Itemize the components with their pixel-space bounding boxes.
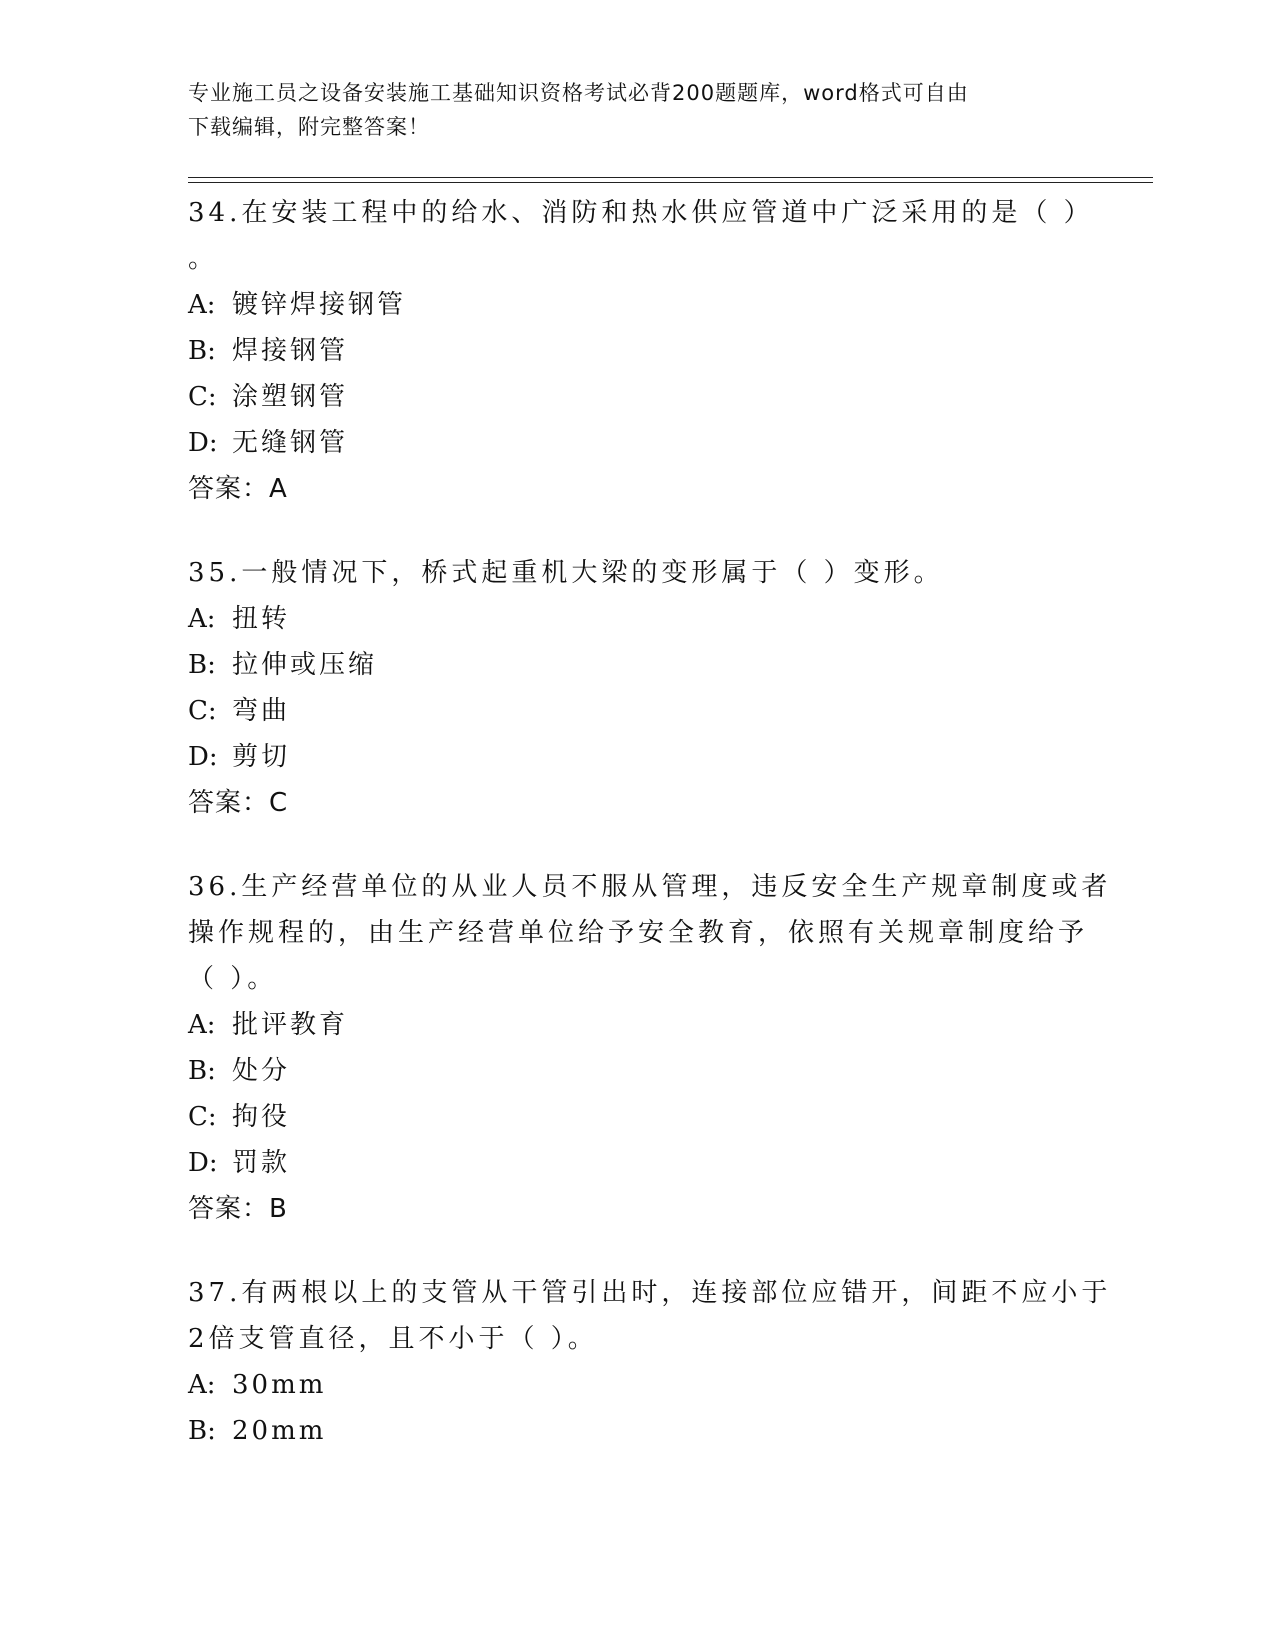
option-letter: A: [188,290,216,320]
question-36 [188,864,1112,1232]
document-header [188,76,1088,144]
option-b [188,1408,1088,1454]
option-d [188,1140,1088,1186]
question-stem [188,864,1112,1002]
option-text: 涂塑钢管 [232,382,349,412]
stem-line: 36.生产经营单位的从业人员不服从管理，违反安全生产规章制度或者 [188,872,1112,902]
option-text: 批评教育 [232,1010,349,1040]
option-letter: A: [188,1010,216,1040]
header-divider-top [188,177,1153,178]
answer-line: 答案：A [188,474,288,504]
option-letter: A: [188,1370,216,1400]
option-a [188,282,1088,328]
header-line-2: 下载编辑，附完整答案！ [188,115,430,139]
question-35 [188,550,1088,826]
option-b [188,642,1088,688]
stem-line: 。 [188,244,219,274]
option-letter: D: [188,428,218,458]
stem-line: 34.在安装工程中的给水、消防和热水供应管道中广泛采用的是（ ） [188,198,1094,228]
option-letter: A: [188,604,216,634]
option-a [188,596,1088,642]
option-text: 20mm [232,1416,327,1446]
option-a [188,1362,1088,1408]
option-text: 弯曲 [232,696,291,726]
option-letter: B: [188,1416,216,1446]
question-37 [188,1270,1112,1454]
option-letter: D: [188,1148,218,1178]
option-letter: D: [188,742,218,772]
option-d [188,420,1088,466]
option-c [188,1094,1088,1140]
option-letter: B: [188,336,216,366]
option-a [188,1002,1088,1048]
option-c [188,688,1088,734]
option-letter: C: [188,1102,217,1132]
stem-line: （ ）。 [188,964,278,994]
question-stem [188,190,1094,282]
header-line-1: 专业施工员之设备安装施工基础知识资格考试必背200题题库，word格式可自由 [188,81,969,105]
question-stem [188,550,1088,596]
option-b [188,1048,1088,1094]
option-c [188,374,1088,420]
option-text: 拘役 [232,1102,291,1132]
option-text: 30mm [232,1370,327,1400]
question-34 [188,190,1094,512]
option-d [188,734,1088,780]
answer-line: 答案：C [188,788,289,818]
header-divider-bottom [188,182,1153,183]
option-text: 处分 [232,1056,291,1086]
answer-line: 答案：B [188,1194,288,1224]
option-text: 镀锌焊接钢管 [232,290,407,320]
option-letter: B: [188,650,216,680]
option-text: 罚款 [232,1148,291,1178]
option-letter: C: [188,382,217,412]
option-b [188,328,1088,374]
option-text: 扭转 [232,604,291,634]
option-text: 剪切 [232,742,291,772]
stem-line: 37.有两根以上的支管从干管引出时，连接部位应错开，间距不应小于 [188,1278,1112,1308]
option-text: 拉伸或压缩 [232,650,378,680]
stem-line: 操作规程的，由生产经营单位给予安全教育，依照有关规章制度给予 [188,918,1089,948]
question-stem [188,1270,1112,1362]
stem-line: 2倍支管直径，且不小于（ ）。 [188,1324,598,1354]
option-text: 焊接钢管 [232,336,349,366]
question-list [188,190,1112,1492]
option-text: 无缝钢管 [232,428,349,458]
option-letter: B: [188,1056,216,1086]
option-letter: C: [188,696,217,726]
stem-line: 35.一般情况下，桥式起重机大梁的变形属于（ ）变形。 [188,558,944,588]
